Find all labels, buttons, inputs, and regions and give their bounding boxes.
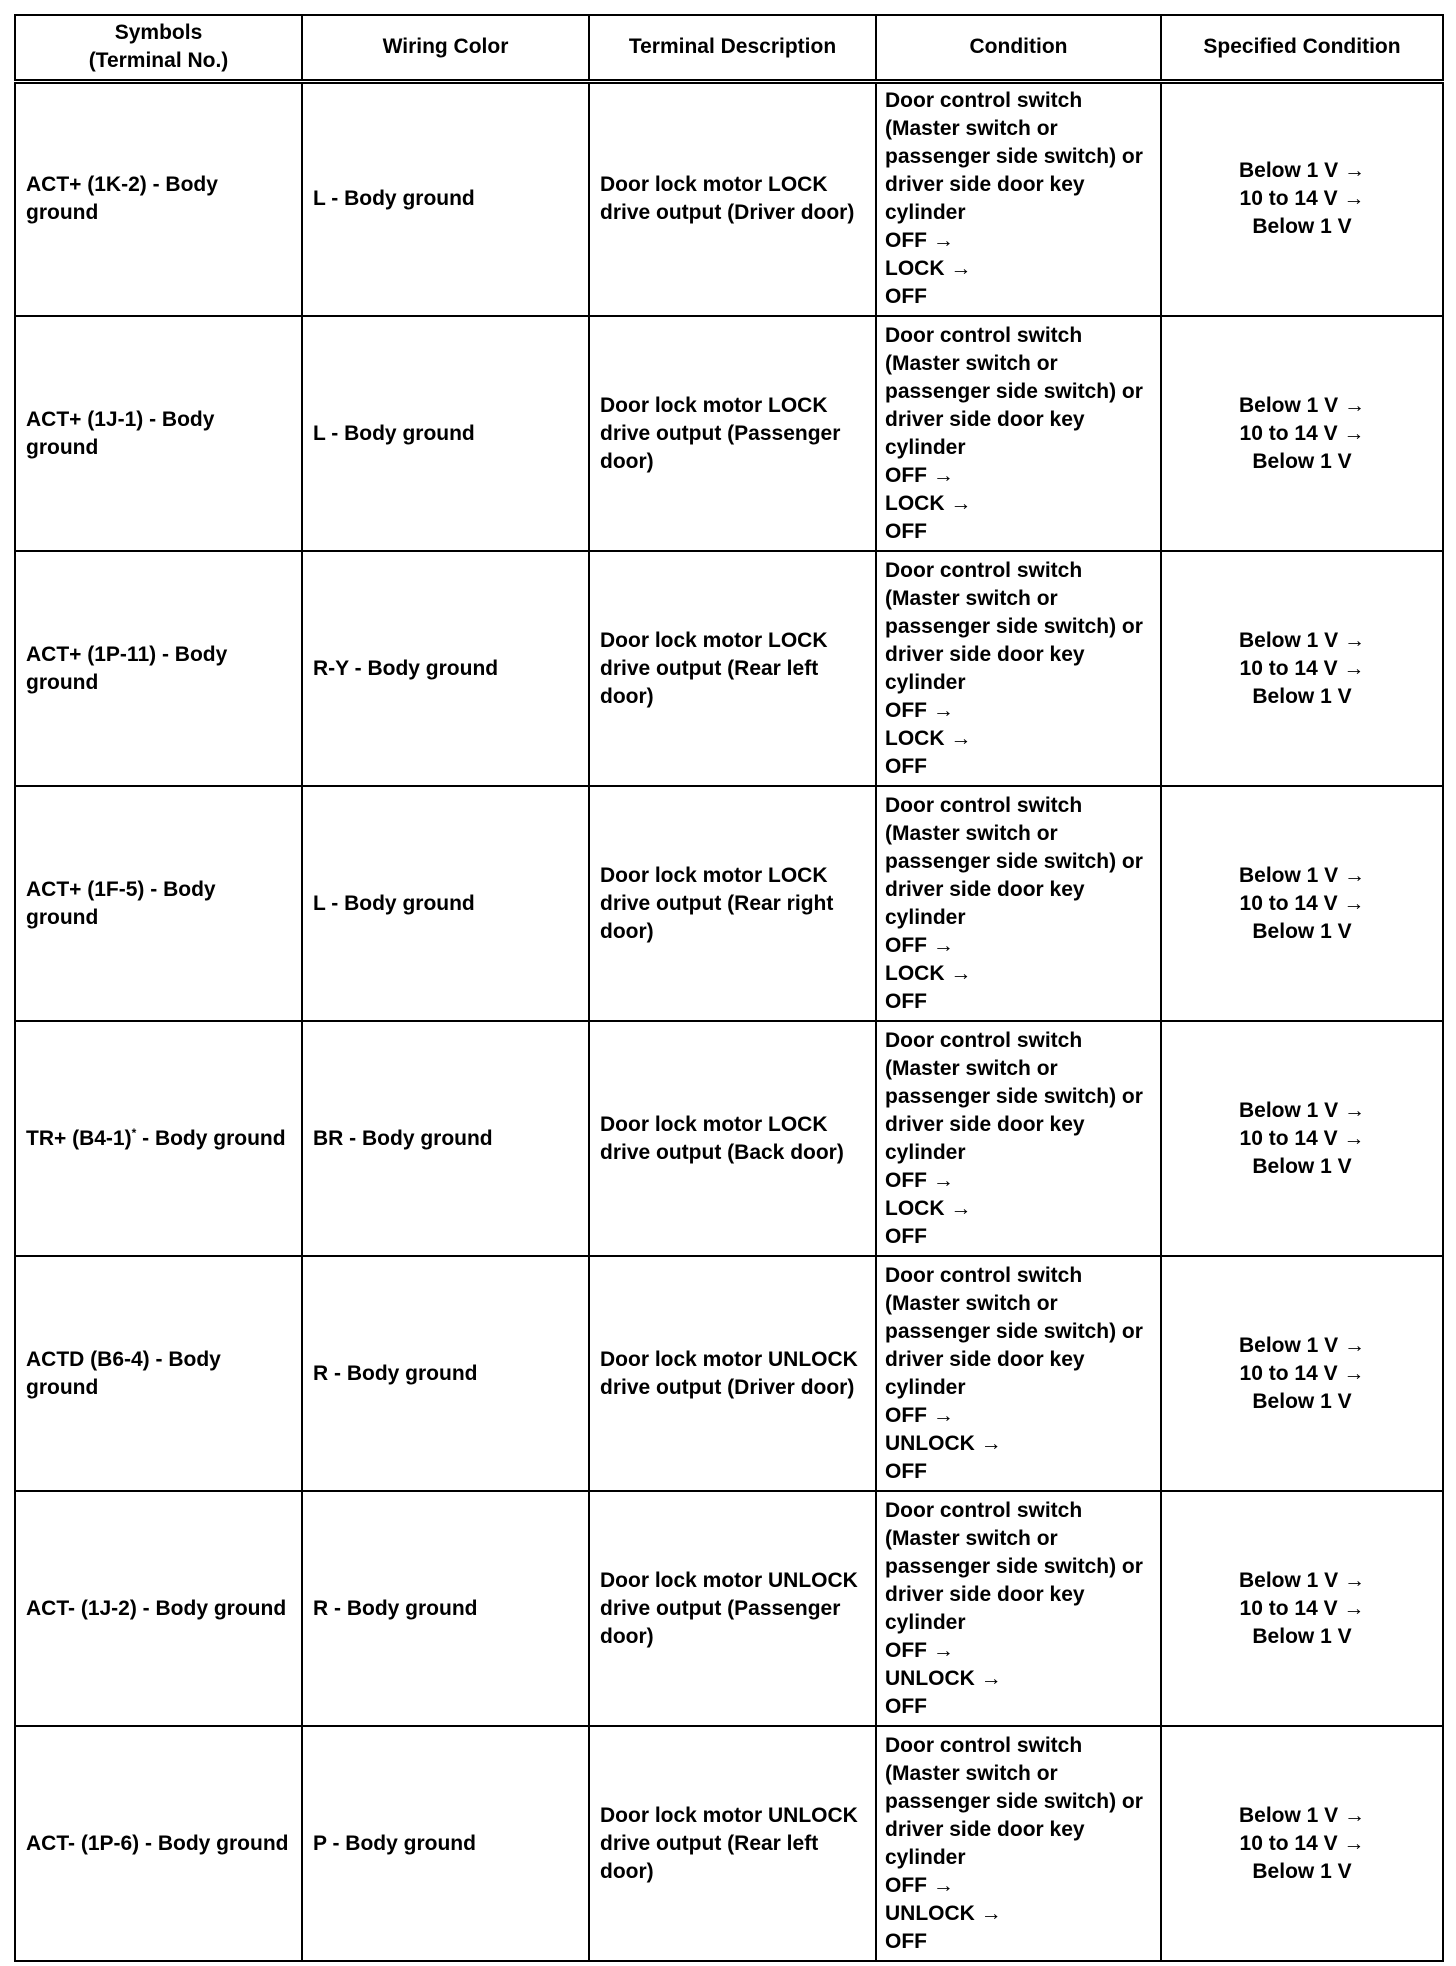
cell-terminal-description: Door lock motor LOCK drive output (Back door) <box>589 1021 876 1256</box>
spec-step: Below 1 V <box>1252 1154 1352 1178</box>
cell-specified-condition <box>1161 1256 1443 1491</box>
condition-step: OFF <box>885 1224 927 1248</box>
cell-wiring-color: R - Body ground <box>302 1256 589 1491</box>
cell-specified-condition <box>1161 1726 1443 1961</box>
condition-text: Door control switch (Master switch or passenger side switch) or driver side door key cylinder <box>885 1733 1143 1869</box>
table-row <box>15 786 1443 1021</box>
condition-step: OFF <box>885 754 927 778</box>
condition-text: Door control switch (Master switch or passenger side switch) or driver side door key cylinder <box>885 1498 1143 1634</box>
header-wiring-color: Wiring Color <box>302 15 589 81</box>
header-symbols-line2: (Terminal No.) <box>88 49 229 73</box>
spec-step: Below 1 V <box>1252 684 1352 708</box>
header-symbols <box>15 15 302 81</box>
spec-step: Below 1 V → <box>1238 393 1366 417</box>
cell-wiring-color: R - Body ground <box>302 1491 589 1726</box>
symbol-text: - Body ground <box>136 1126 286 1150</box>
table-row <box>15 551 1443 786</box>
condition-step: OFF → <box>885 1403 954 1427</box>
spec-step: 10 to 14 V → <box>1239 421 1365 445</box>
table-row <box>15 1491 1443 1726</box>
table-row <box>15 1726 1443 1961</box>
cell-wiring-color: L - Body ground <box>302 316 589 551</box>
condition-step: OFF <box>885 989 927 1013</box>
spec-step: Below 1 V <box>1252 449 1352 473</box>
condition-step: OFF → <box>885 229 954 253</box>
condition-step: OFF → <box>885 1168 954 1192</box>
spec-step: Below 1 V <box>1252 1389 1352 1413</box>
spec-step: Below 1 V → <box>1238 863 1366 887</box>
cell-wiring-color: L - Body ground <box>302 786 589 1021</box>
cell-condition <box>876 1256 1161 1491</box>
cell-symbol: ACT- (1P-6) - Body ground <box>15 1726 302 1961</box>
spec-step: Below 1 V <box>1252 919 1352 943</box>
condition-step: OFF → <box>885 933 954 957</box>
cell-terminal-description: Door lock motor UNLOCK drive output (Rear left door) <box>589 1726 876 1961</box>
table-row <box>15 1256 1443 1491</box>
condition-text: Door control switch (Master switch or passenger side switch) or driver side door key cylinder <box>885 89 1143 225</box>
spec-step: Below 1 V <box>1252 1624 1352 1648</box>
condition-step: OFF → <box>885 463 954 487</box>
cell-condition <box>876 551 1161 786</box>
cell-wiring-color: P - Body ground <box>302 1726 589 1961</box>
condition-step: OFF <box>885 1694 927 1718</box>
spec-step: Below 1 V <box>1252 215 1352 239</box>
condition-step: UNLOCK → <box>885 1901 1002 1925</box>
header-condition: Condition <box>876 15 1161 81</box>
table-row <box>15 316 1443 551</box>
table-header <box>15 15 1443 81</box>
header-row <box>15 15 1443 81</box>
table-row <box>15 1021 1443 1256</box>
cell-condition <box>876 1726 1161 1961</box>
spec-step: 10 to 14 V → <box>1239 1361 1365 1385</box>
condition-step: UNLOCK → <box>885 1431 1002 1455</box>
table-body <box>15 81 1443 1961</box>
cell-condition <box>876 316 1161 551</box>
condition-text: Door control switch (Master switch or passenger side switch) or driver side door key cylinder <box>885 323 1143 459</box>
condition-step: OFF → <box>885 1638 954 1662</box>
condition-step: OFF → <box>885 1873 954 1897</box>
spec-step: 10 to 14 V → <box>1239 1831 1365 1855</box>
spec-step: 10 to 14 V → <box>1239 891 1365 915</box>
cell-symbol: ACT+ (1J-1) - Body ground <box>15 316 302 551</box>
spec-step: Below 1 V → <box>1238 628 1366 652</box>
cell-specified-condition <box>1161 786 1443 1021</box>
cell-symbol: ACT+ (1F-5) - Body ground <box>15 786 302 1021</box>
cell-terminal-description: Door lock motor UNLOCK drive output (Driver door) <box>589 1256 876 1491</box>
cell-specified-condition <box>1161 1491 1443 1726</box>
cell-symbol: ACTD (B6-4) - Body ground <box>15 1256 302 1491</box>
spec-step: 10 to 14 V → <box>1239 656 1365 680</box>
condition-step: LOCK → <box>885 257 972 281</box>
cell-wiring-color: BR - Body ground <box>302 1021 589 1256</box>
condition-step: OFF <box>885 1459 927 1483</box>
condition-text: Door control switch (Master switch or passenger side switch) or driver side door key cylinder <box>885 1263 1143 1399</box>
cell-symbol: ACT+ (1K-2) - Body ground <box>15 81 302 316</box>
cell-symbol <box>15 1021 302 1256</box>
cell-specified-condition <box>1161 81 1443 316</box>
spec-step: Below 1 V → <box>1238 1568 1366 1592</box>
cell-specified-condition <box>1161 316 1443 551</box>
terminal-spec-table <box>14 14 1444 1962</box>
spec-step: Below 1 V → <box>1238 1098 1366 1122</box>
cell-terminal-description: Door lock motor LOCK drive output (Driver door) <box>589 81 876 316</box>
condition-step: OFF <box>885 285 927 309</box>
spec-step: Below 1 V <box>1252 1859 1352 1883</box>
cell-terminal-description: Door lock motor LOCK drive output (Rear left door) <box>589 551 876 786</box>
cell-terminal-description: Door lock motor LOCK drive output (Rear right door) <box>589 786 876 1021</box>
cell-condition <box>876 1021 1161 1256</box>
spec-step: 10 to 14 V → <box>1239 1596 1365 1620</box>
cell-symbol: ACT- (1J-2) - Body ground <box>15 1491 302 1726</box>
condition-step: LOCK → <box>885 961 972 985</box>
cell-terminal-description: Door lock motor LOCK drive output (Passenger door) <box>589 316 876 551</box>
spec-step: 10 to 14 V → <box>1239 1126 1365 1150</box>
condition-step: OFF → <box>885 698 954 722</box>
header-specified-condition: Specified Condition <box>1161 15 1443 81</box>
cell-symbol: ACT+ (1P-11) - Body ground <box>15 551 302 786</box>
cell-wiring-color: R-Y - Body ground <box>302 551 589 786</box>
condition-step: UNLOCK → <box>885 1666 1002 1690</box>
cell-condition <box>876 786 1161 1021</box>
cell-condition <box>876 81 1161 316</box>
cell-specified-condition <box>1161 551 1443 786</box>
condition-text: Door control switch (Master switch or passenger side switch) or driver side door key cylinder <box>885 1028 1143 1164</box>
spec-step: Below 1 V → <box>1238 159 1366 183</box>
spec-step: 10 to 14 V → <box>1239 187 1365 211</box>
header-symbols-line1: Symbols <box>114 21 203 45</box>
footnote-asterisk: * <box>131 1125 137 1140</box>
condition-step: LOCK → <box>885 1196 972 1220</box>
cell-specified-condition <box>1161 1021 1443 1256</box>
cell-wiring-color: L - Body ground <box>302 81 589 316</box>
spec-step: Below 1 V → <box>1238 1333 1366 1357</box>
symbol-text: TR+ (B4-1) <box>26 1126 132 1150</box>
condition-step: OFF <box>885 519 927 543</box>
condition-step: LOCK → <box>885 726 972 750</box>
table-row <box>15 81 1443 316</box>
condition-text: Door control switch (Master switch or passenger side switch) or driver side door key cylinder <box>885 793 1143 929</box>
condition-text: Door control switch (Master switch or passenger side switch) or driver side door key cylinder <box>885 558 1143 694</box>
cell-condition <box>876 1491 1161 1726</box>
condition-step: LOCK → <box>885 491 972 515</box>
cell-terminal-description: Door lock motor UNLOCK drive output (Passenger door) <box>589 1491 876 1726</box>
spec-step: Below 1 V → <box>1238 1803 1366 1827</box>
header-terminal-description: Terminal Description <box>589 15 876 81</box>
condition-step: OFF <box>885 1929 927 1953</box>
